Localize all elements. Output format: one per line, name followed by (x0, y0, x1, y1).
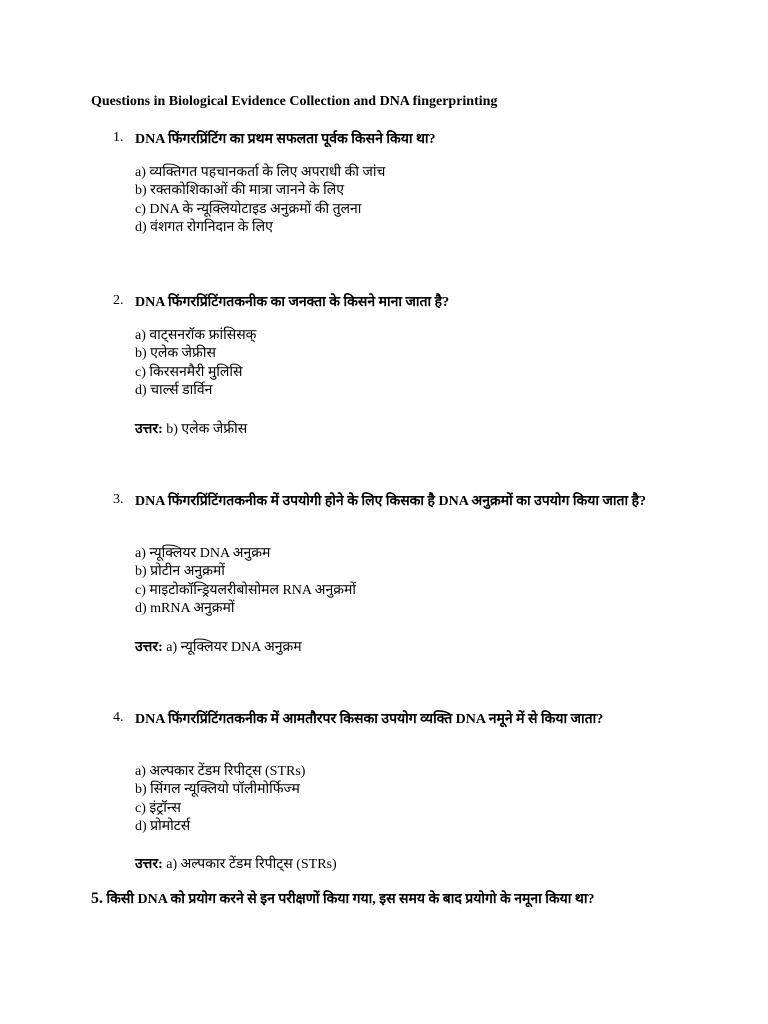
option-d: d) चार्ल्स डार्विन (135, 382, 213, 398)
question-number: 4. (113, 710, 124, 725)
option-c: c) DNA के न्यूक्लियोटाइड अनुक्रमों की तुलना (135, 201, 362, 217)
option-a: a) वाट्सनरॉक फ्रांसिसक् (135, 328, 257, 343)
option-c: c) इंट्रॉन्स (135, 800, 181, 816)
option-b: b) एलेक जेफ्रीस (135, 346, 216, 362)
question-number: 3. (113, 492, 124, 507)
question-text: किसी DNA को प्रयोग करने से इन परीक्षणों किया गया, इस समय के बाद प्रयोगो के नमूना किया था? (106, 892, 595, 907)
option-c: c) किरसनमैरी मुलिसि (135, 364, 243, 380)
answer-label: उत्तर: (135, 640, 163, 655)
question-text: DNA फिंगरप्रिंटिंगतकनीक का जनक्ता के किसने माना जाता है? (135, 295, 450, 310)
option-list (135, 164, 385, 237)
answer-line (135, 419, 247, 438)
answer-line (135, 637, 302, 656)
option-b: b) प्रोटीन अनुक्रमों (135, 564, 225, 580)
option-a: a) न्यूक्लियर DNA अनुक्रम (135, 546, 271, 561)
question-number: 5. (91, 890, 103, 907)
question-text: DNA फिंगरप्रिंटिंग का प्रथम सफलता पूर्वक किसने किया था? (135, 132, 436, 147)
option-list (135, 763, 305, 836)
option-d: d) प्रोमोटर्स (135, 818, 191, 834)
answer-label: उत्तर: (135, 857, 163, 872)
question-number: 2. (113, 293, 124, 308)
answer-label: उत्तर: (135, 422, 163, 437)
option-b: b) सिंगल न्यूक्लियो पॉलीमोर्फिज्म (135, 782, 300, 798)
question-5 (91, 889, 681, 909)
option-list (135, 545, 356, 618)
document-title: Questions in Biological Evidence Collection and DNA fingerprinting (91, 94, 498, 109)
question-number: 1. (113, 130, 124, 145)
option-a: a) व्यक्तिगत पहचानकर्ता के लिए अपराधी की जांच (135, 165, 386, 180)
option-a: a) अल्पकार टेंडम रिपीट्स (STRs) (135, 764, 306, 779)
answer-line (135, 854, 337, 873)
option-b: b) रक्तकोशिकाओं की मात्रा जानने के लिए (135, 183, 344, 199)
question-text: DNA फिंगरप्रिंटिंगतकनीक में आमतौरपर किसका उपयोग व्यक्ति DNA नमूने में से किया जाता? (135, 712, 604, 727)
answer-text: a) अल्पकार टेंडम रिपीट्स (STRs) (166, 857, 337, 872)
answer-text: b) एलेक जेफ्रीस (166, 422, 248, 437)
answer-text: a) न्यूक्लियर DNA अनुक्रम (166, 640, 302, 655)
option-c: c) माइटोकॉन्ड्रियलरीबोसोमल RNA अनुक्रमों (135, 582, 356, 598)
question-text: DNA फिंगरप्रिंटिंगतकनीक में उपयोगी होने के लिए किसका है DNA अनुक्रमों का उपयोग किया जाता है? (135, 494, 647, 509)
option-d: d) वंशगत रोगनिदान के लिए (135, 219, 273, 235)
option-d: d) mRNA अनुक्रमों (135, 600, 235, 616)
option-list (135, 327, 256, 400)
